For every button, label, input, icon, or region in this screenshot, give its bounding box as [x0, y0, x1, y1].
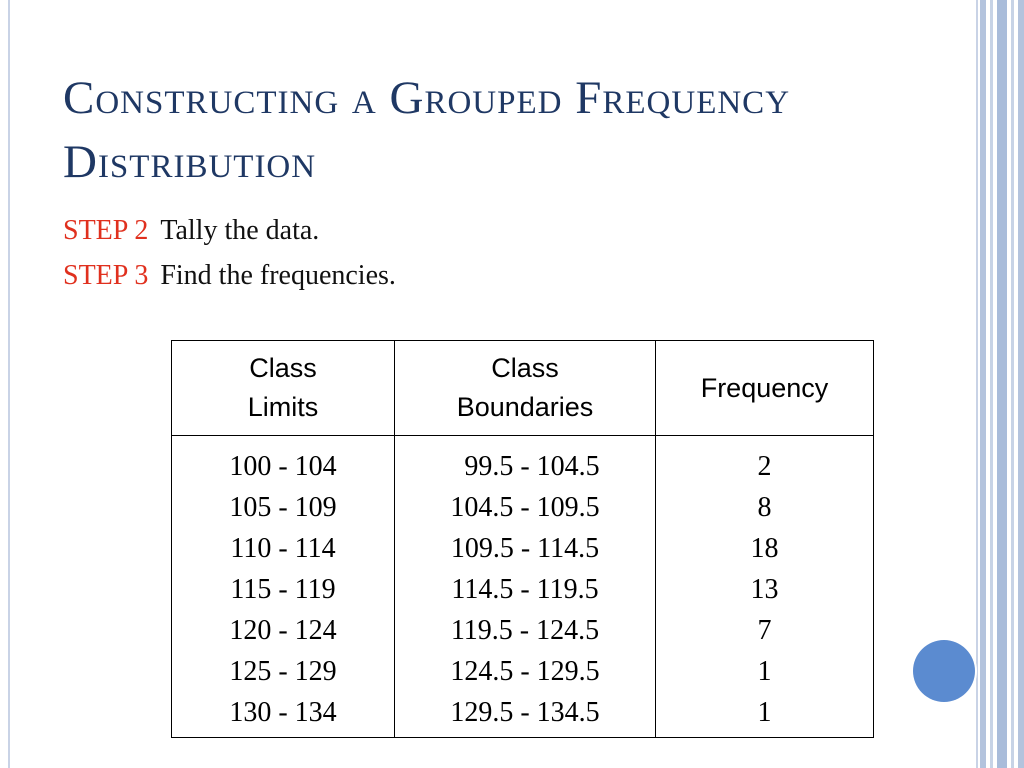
header-text: Boundaries — [456, 392, 594, 422]
table-body-row — [172, 436, 874, 738]
table-cell: 105 - 109 — [229, 492, 337, 523]
stripe — [990, 0, 993, 768]
stripe — [1018, 0, 1024, 768]
table-cell: 99.5 - 104.5 — [450, 451, 600, 482]
frequency-column — [656, 436, 874, 738]
step-item — [63, 208, 396, 253]
table-cell: 104.5 - 109.5 — [450, 492, 600, 523]
header-frequency: Frequency — [656, 341, 874, 436]
table-cell: 7 — [757, 615, 772, 646]
step-item — [63, 253, 396, 298]
table-cell: 109.5 - 114.5 — [450, 533, 600, 564]
header-text: Class — [249, 353, 317, 383]
steps-list — [63, 208, 396, 298]
table-header-row — [172, 341, 874, 436]
title-line-2: Distribution — [63, 136, 317, 188]
header-class-boundaries — [395, 341, 656, 436]
table-cell: 130 - 134 — [229, 697, 337, 728]
frequency-table — [171, 340, 874, 738]
table-cell: 1 — [757, 697, 772, 728]
class-limits-column — [172, 436, 395, 738]
stripe — [980, 0, 986, 768]
table-cell: 18 — [750, 533, 779, 564]
table-cell: 8 — [757, 492, 772, 523]
step-tag: STEP 2 — [63, 215, 149, 246]
table-cell: 110 - 114 — [230, 533, 336, 564]
table-cell: 100 - 104 — [229, 451, 337, 482]
table-cell: 1 — [757, 656, 772, 687]
stripe — [997, 0, 1007, 768]
table-cell: 125 - 129 — [229, 656, 337, 687]
title-line-1: Constructing a Grouped Frequency — [63, 72, 791, 124]
table-cell: 129.5 - 134.5 — [450, 697, 600, 728]
decorative-side-stripes — [980, 0, 1024, 768]
class-boundaries-column — [395, 436, 656, 738]
table-cell: 13 — [750, 574, 779, 605]
step-text: Tally the data. — [160, 215, 320, 246]
table-cell: 114.5 - 119.5 — [451, 574, 599, 605]
step-tag: STEP 3 — [63, 260, 149, 291]
header-text: Class — [491, 353, 559, 383]
decorative-circle — [913, 640, 975, 702]
table-cell: 119.5 - 124.5 — [450, 615, 600, 646]
table-cell: 124.5 - 129.5 — [450, 656, 600, 687]
table-cell: 115 - 119 — [230, 574, 336, 605]
step-text: Find the frequencies. — [160, 260, 396, 291]
slide-title — [63, 66, 963, 194]
header-class-limits — [172, 341, 395, 436]
table-cell: 2 — [757, 451, 772, 482]
stripe — [1011, 0, 1014, 768]
header-text: Limits — [247, 392, 319, 422]
table-cell: 120 - 124 — [229, 615, 337, 646]
